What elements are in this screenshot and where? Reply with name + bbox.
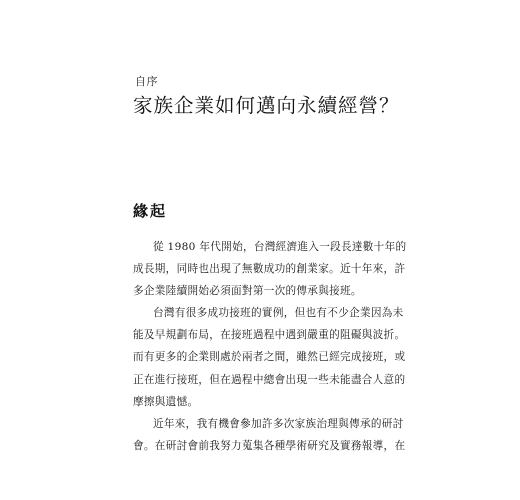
paragraph-line: 而有更多的企業則處於兩者之間，雖然已經完成接班，或 (133, 351, 406, 364)
paragraph-line: 會。在研討會前我努力蒐集各種學術研究及實務報導，在 (133, 439, 406, 452)
preface-label: 自序 (135, 75, 158, 88)
paragraph-line: 近年來，我有機會參加許多次家族治理與傳承的研討 (153, 417, 404, 430)
paragraph-line: 能及早規劃布局，在接班過程中遇到嚴重的阻礙與波折。 (133, 329, 406, 342)
section-heading: 緣起 (133, 202, 168, 220)
paragraph-line: 多企業陸續開始必須面對第一次的傳承與接班。 (133, 285, 362, 298)
body-text (133, 236, 407, 457)
paragraph-line: 正在進行接班，但在過程中總會出現一些未能盡合人意的 (133, 373, 406, 386)
paragraph-line: 台灣有很多成功接班的實例，但也有不少企業因為未 (153, 307, 404, 320)
paragraph-line: 成長期，同時也出現了無數成功的創業家。近十年來，許 (133, 263, 406, 276)
paragraph-line: 從 1980 年代開始，台灣經濟進入一段長達數十年的 (153, 241, 407, 253)
chapter-title: 家族企業如何邁向永續經營？ (133, 94, 400, 117)
paragraph-line: 摩擦與遺憾。 (133, 395, 199, 408)
